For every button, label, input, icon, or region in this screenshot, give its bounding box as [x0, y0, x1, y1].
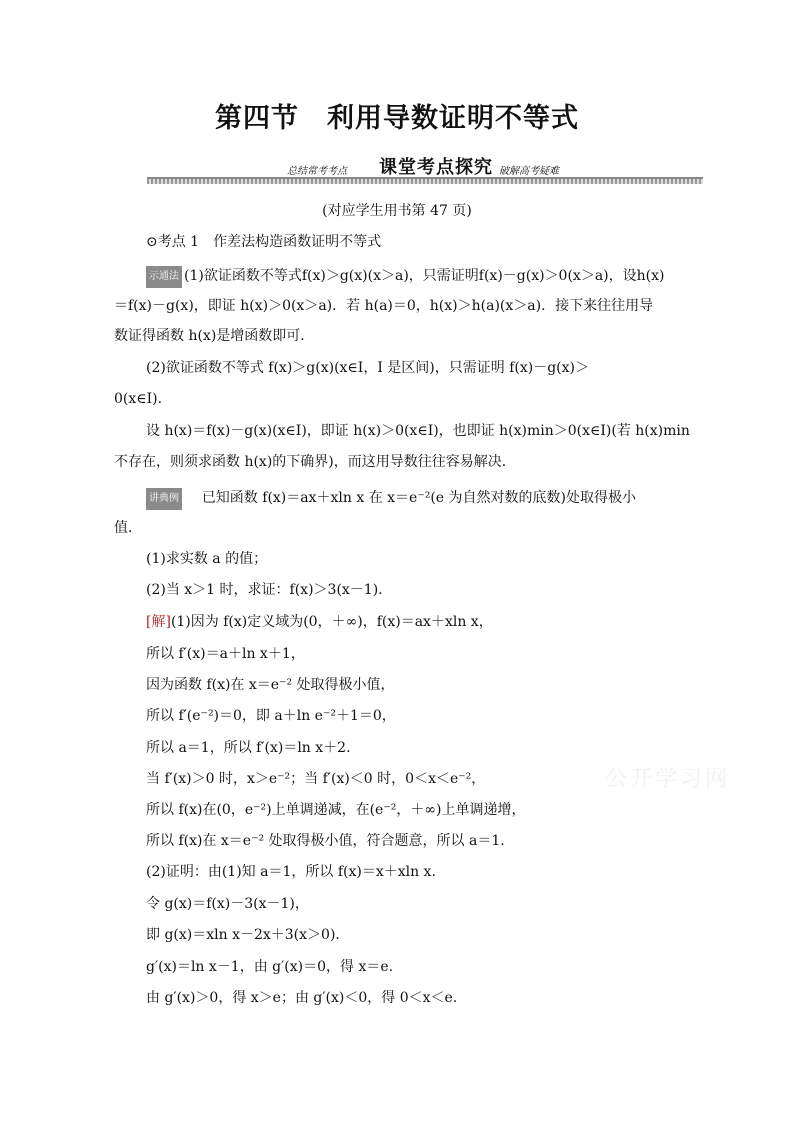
method-text-1: (1)欲证函数不等式f(x)＞g(x)(x＞a)，只需证明f(x)－g(x)＞0(x＞a)，设h(x) — [184, 268, 665, 284]
solution-line-10: 令 g(x)＝f(x)－3(x－1)， — [146, 896, 309, 912]
example-line-1 — [146, 488, 716, 510]
solution-text-1: (1)因为 f(x)定义域为(0，＋∞)，f(x)＝ax＋xln x， — [170, 614, 493, 630]
solution-line-8: 所以 f(x)在 x＝e⁻² 处取得极小值，符合题意，所以 a＝1. — [146, 833, 505, 849]
method-tag: 示通法 — [146, 266, 182, 288]
method-line-2: ＝f(x)－g(x)，即证 h(x)＞0(x＞a)．若 h(a)＝0，h(x)＞h(a)(x＞a)．接下来往往用导 — [114, 298, 654, 314]
banner-main-text: 课堂考点探究 — [379, 157, 493, 178]
solution-line-13: 由 g′(x)＞0，得 x＞e；由 g′(x)＜0，得 0＜x＜e. — [146, 990, 458, 1006]
solution-line-2: 所以 f′(x)＝a＋ln x＋1， — [146, 646, 305, 662]
method-line-3: 数证得函数 h(x)是增函数即可． — [114, 328, 315, 344]
method-line-4: (2)欲证函数不等式 f(x)＞g(x)(x∈I，I 是区间)，只需证明 f(x)－g(x)＞ — [146, 360, 589, 376]
solution-bracket-open: [ — [146, 614, 152, 630]
solution-line-3: 因为函数 f(x)在 x＝e⁻² 处取得极小值， — [146, 677, 395, 693]
page-reference: (对应学生用书第 47 页) — [322, 203, 472, 219]
question-1: (1)求实数 a 的值； — [146, 551, 268, 567]
watermark: 公开学习网 — [605, 767, 731, 792]
example-line-2: 值． — [114, 520, 142, 536]
solution-line-7: 所以 f(x)在(0，e⁻²)上单调递减，在(e⁻²，＋∞)上单调递增， — [146, 802, 526, 818]
solution-line-6: 当 f′(x)＞0 时，x＞e⁻²；当 f′(x)＜0 时，0＜x＜e⁻²， — [146, 771, 486, 787]
example-tag: 讲典例 — [146, 488, 182, 510]
method-line-7: 不存在，则须求函数 h(x)的下确界)，而这用导数往往容易解决． — [114, 454, 516, 470]
question-2: (2)当 x＞1 时，求证：f(x)＞3(x－1). — [146, 582, 383, 598]
solution-bracket-close: ] — [165, 614, 171, 630]
solution-line-1 — [146, 612, 716, 632]
banner-left-text: 总结常考考点 — [287, 166, 347, 177]
example-text-1: 已知函数 f(x)＝ax＋xln x 在 x＝e⁻²(e 为自然对数的底数)处取得极小 — [201, 490, 636, 506]
point-heading: ⊙考点 1 作差法构造函数证明不等式 — [146, 234, 382, 250]
solution-line-5: 所以 a＝1，所以 f′(x)＝ln x＋2. — [146, 740, 351, 756]
solution-line-4: 所以 f′(e⁻²)＝0，即 a＋ln e⁻²＋1＝0， — [146, 708, 396, 724]
section-banner — [147, 152, 703, 188]
method-line-5: 0(x∈I). — [114, 391, 163, 407]
banner-right-text: 破解高考疑难 — [499, 166, 559, 177]
solution-line-12: g′(x)＝ln x－1，由 g′(x)＝0，得 x＝e. — [146, 959, 394, 975]
solution-line-9: (2)证明：由(1)知 a＝1，所以 f(x)＝x＋xln x. — [146, 864, 436, 880]
method-line-1 — [146, 266, 716, 288]
method-line-6: 设 h(x)＝f(x)－g(x)(x∈I)，即证 h(x)＞0(x∈I)，也即证 h(x)min＞0(x∈I)(若 h(x)min — [146, 423, 690, 439]
page-title: 第四节 利用导数证明不等式 — [215, 103, 579, 134]
solution-label: 解 — [151, 614, 166, 630]
solution-line-11: 即 g(x)＝xln x－2x＋3(x＞0)． — [146, 927, 350, 943]
